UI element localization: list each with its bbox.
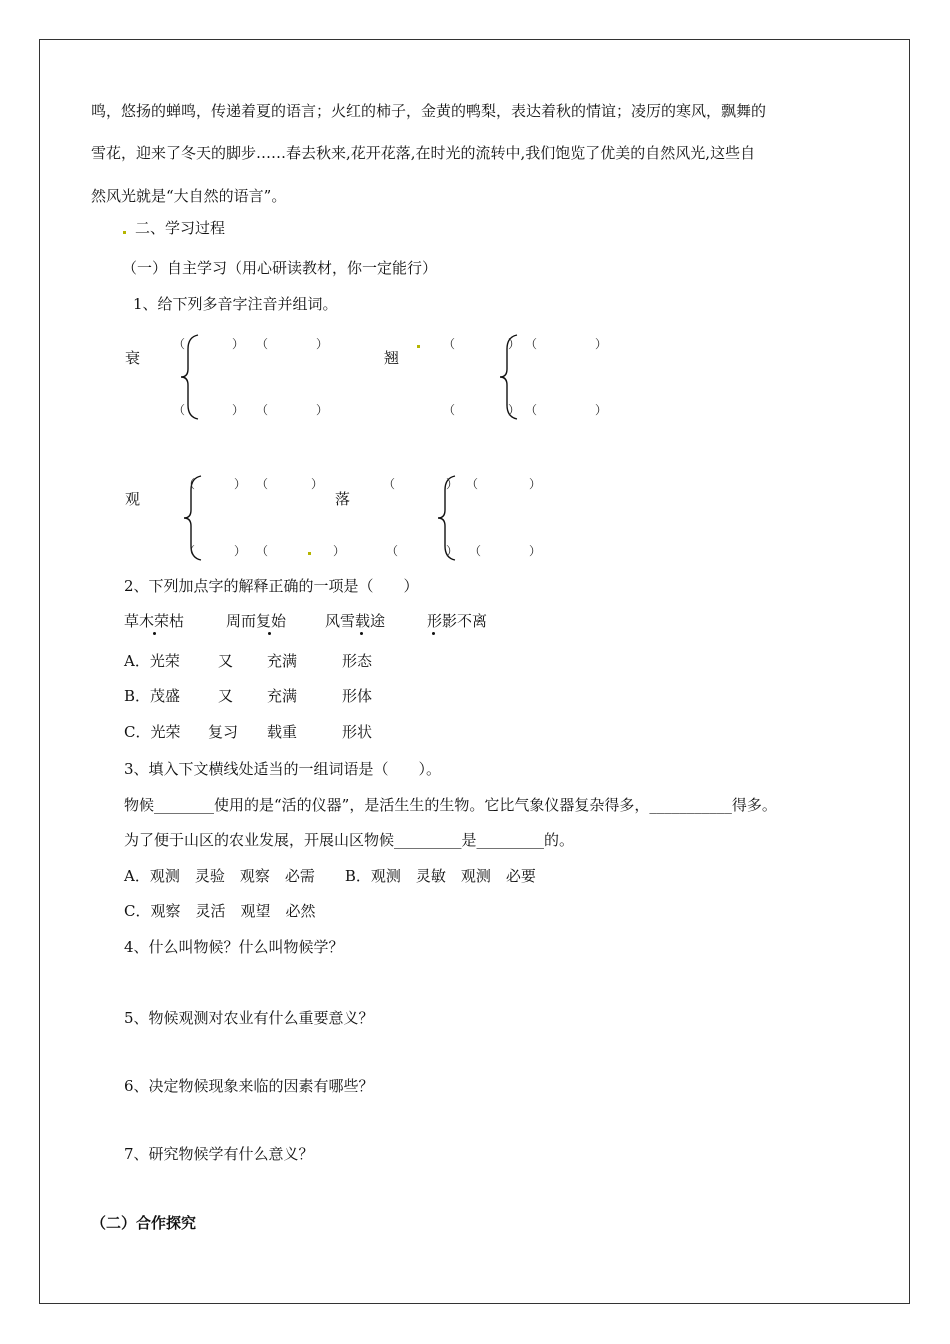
- word-blank-open: （: [469, 544, 482, 558]
- pinyin-blank-open: （: [443, 403, 456, 417]
- emphasis-dot: [432, 632, 435, 635]
- yellow-mark: [308, 552, 311, 555]
- intro-line-2: 雪花，迎来了冬天的脚步……春去秋来,花开花落,在时光的流转中,我们饱览了优美的自然风光,这些自: [91, 144, 756, 162]
- intro-line-1: 鸣，悠扬的蝉鸣，传递着夏的语言；火红的柿子，金黄的鸭梨，表达着秋的情谊；凌厉的寒风，飘舞的: [91, 102, 767, 120]
- pinyin-blank-open: （: [386, 544, 399, 558]
- option-c-1: C．光荣: [124, 723, 181, 741]
- pinyin-blank-open: （: [183, 477, 196, 491]
- question-5: 5、物候观测对农业有什么重要意义？: [124, 1009, 374, 1027]
- word-blank-open: （: [256, 477, 269, 491]
- idiom-word: 形影不离: [427, 612, 488, 630]
- question-3-line-1: 物候________使用的是“活的仪器”，是活生生的生物。它比气象仪器复杂得多，___________得多。: [124, 796, 777, 814]
- emphasis-dot: [153, 632, 156, 635]
- yellow-mark: [417, 345, 420, 348]
- pinyin-blank-close: ）: [234, 477, 247, 491]
- pinyin-blank-close: ）: [232, 337, 245, 351]
- word-blank-open: （: [256, 337, 269, 351]
- option-a-1: A．光荣: [124, 652, 180, 670]
- pinyin-blank-close: ）: [446, 477, 459, 491]
- option-b-2: 又: [218, 687, 234, 705]
- word-blank-close: ）: [595, 403, 608, 417]
- polyphone-char-luo: 落: [335, 490, 351, 508]
- word-blank-open: （: [466, 477, 479, 491]
- word-blank-close: ）: [529, 544, 542, 558]
- option-b-1: B．茂盛: [124, 687, 181, 705]
- polyphone-char-shuai: 衰: [125, 349, 141, 367]
- pinyin-blank-close: ）: [508, 403, 521, 417]
- word-blank-close: ）: [316, 403, 329, 417]
- word-blank-close: ）: [333, 544, 346, 558]
- word-blank-open: （: [525, 403, 538, 417]
- word-blank-open: （: [256, 544, 269, 558]
- option-b-4: 形体: [342, 687, 373, 705]
- question-3-option-c: C．观察 灵活 观望 必然: [124, 902, 316, 920]
- pinyin-blank-open: （: [183, 544, 196, 558]
- subsection-1-title: （一）自主学习（用心研读教材，你一定能行）: [122, 259, 438, 277]
- question-3-prompt: 3、填入下文横线处适当的一组词语是（ ）。: [124, 760, 442, 778]
- word-blank-close: ）: [595, 337, 608, 351]
- question-6: 6、决定物候现象来临的因素有哪些？: [124, 1077, 374, 1095]
- idiom-word: 周而复始: [226, 612, 287, 630]
- word-blank-close: ）: [311, 477, 324, 491]
- word-blank-close: ）: [529, 477, 542, 491]
- yellow-mark: [123, 231, 126, 234]
- section-2-title: 二、学习过程: [135, 219, 226, 237]
- subsection-2-title: （二）合作探究: [91, 1214, 197, 1232]
- emphasis-dot: [268, 632, 271, 635]
- intro-line-3: 然风光就是“大自然的语言”。: [91, 187, 287, 205]
- option-a-3: 充满: [267, 652, 298, 670]
- option-a-4: 形态: [342, 652, 373, 670]
- question-1-prompt: 1、给下列多音字注音并组词。: [133, 295, 338, 313]
- polyphone-char-guan: 观: [125, 490, 141, 508]
- pinyin-blank-open: （: [443, 337, 456, 351]
- polyphone-char-qiao: 翘: [384, 349, 400, 367]
- option-c-3: 载重: [267, 723, 298, 741]
- pinyin-blank-close: ）: [234, 544, 247, 558]
- pinyin-blank-close: ）: [508, 337, 521, 351]
- question-2-prompt: 2、下列加点字的解释正确的一项是（ ）: [124, 577, 419, 595]
- option-c-4: 形状: [342, 723, 373, 741]
- idiom-word: 风雪载途: [325, 612, 386, 630]
- question-4: 4、什么叫物候？什么叫物候学？: [124, 938, 344, 956]
- pinyin-blank-close: ）: [232, 403, 245, 417]
- option-a-2: 又: [218, 652, 234, 670]
- pinyin-blank-close: ）: [446, 544, 459, 558]
- option-c-2: 复习: [208, 723, 239, 741]
- idiom-word: 草木荣枯: [124, 612, 185, 630]
- pinyin-blank-open: （: [383, 477, 396, 491]
- word-blank-open: （: [256, 403, 269, 417]
- question-3-options-ab: A．观测 灵验 观察 必需 B．观测 灵敏 观测 必要: [124, 867, 536, 885]
- pinyin-blank-open: （: [173, 337, 186, 351]
- word-blank-open: （: [525, 337, 538, 351]
- pinyin-blank-open: （: [173, 403, 186, 417]
- question-3-line-2: 为了便于山区的农业发展，开展山区物候_________是_________的。: [124, 831, 575, 849]
- word-blank-close: ）: [316, 337, 329, 351]
- emphasis-dot: [360, 632, 363, 635]
- question-7: 7、研究物候学有什么意义？: [124, 1145, 314, 1163]
- option-b-3: 充满: [267, 687, 298, 705]
